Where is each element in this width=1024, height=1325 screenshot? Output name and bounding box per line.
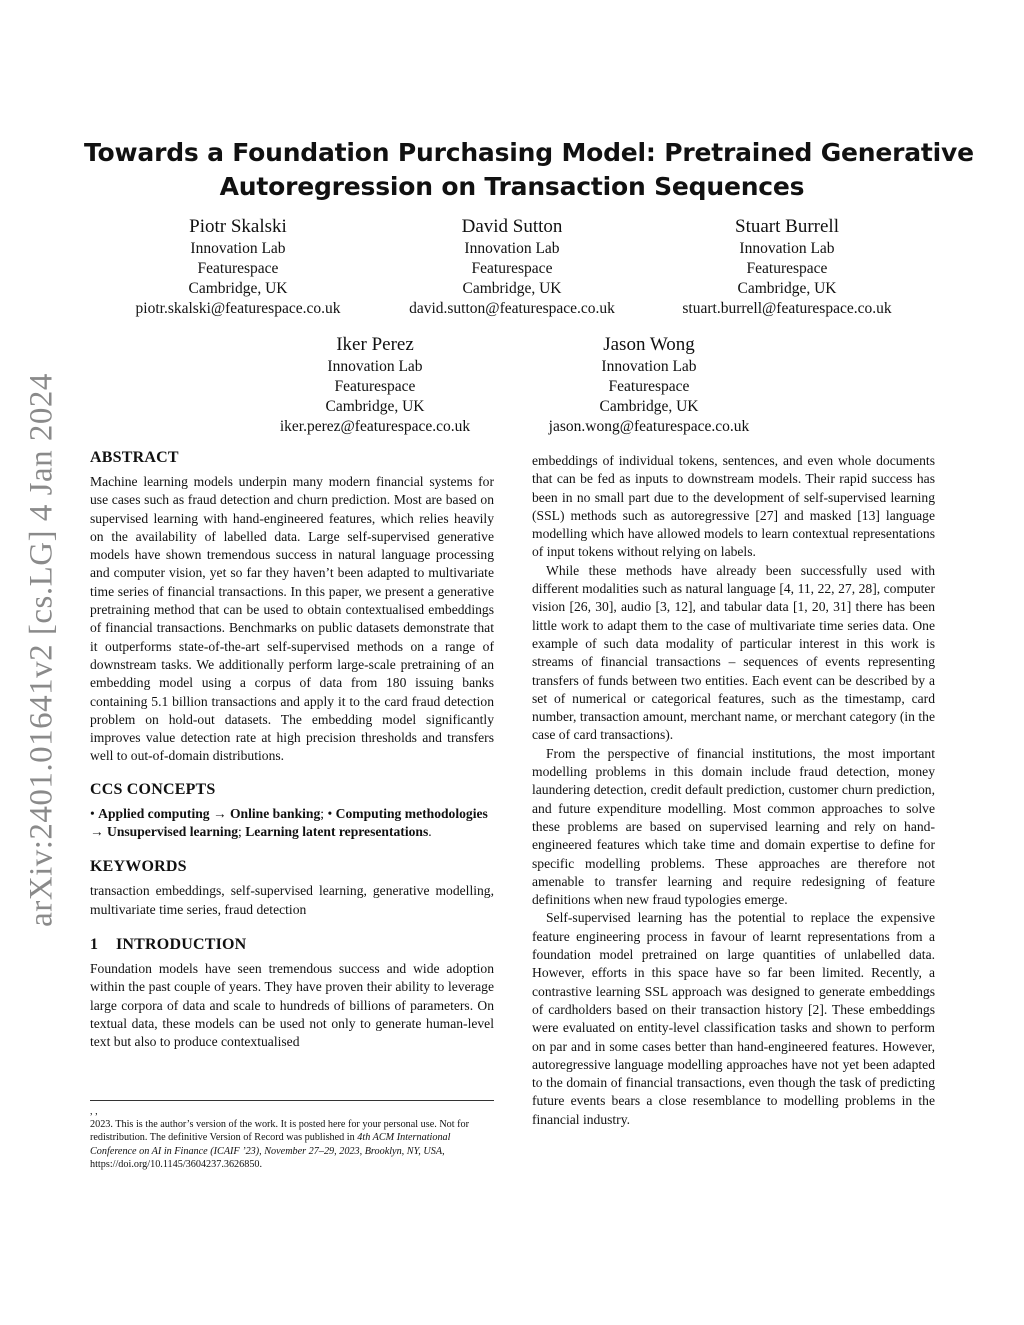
author-name: Stuart Burrell <box>735 216 839 237</box>
left-column <box>90 448 494 1051</box>
section-title: INTRODUCTION <box>116 935 247 953</box>
ccs-term: Learning latent representations <box>245 824 429 840</box>
author-dept: Innovation Lab <box>464 240 560 257</box>
intro-paragraph-2: While these methods have already been successfully used with different modalities such as natural language [4, 11, 22, 27, 28], computer vision [26, 30], audio [3, 12], and tabular data [1, 20, 31] there has been little work to adapt them to the case of multivariate time series data. One example of such data modality of particular interest in this work is streams of financial transactions – sequences of events representing transfers of funds between two entities. Each event can be described by a set of numerical or categorical features, such as the timestamp, card number, transaction amount, merchant name, or merchant category (in the case of card transactions). <box>532 562 935 743</box>
author-name: Iker Perez <box>336 334 414 355</box>
ccs-bullet: • <box>327 805 336 821</box>
author-location: Cambridge, UK <box>325 398 425 415</box>
author-block <box>549 334 750 437</box>
author-location: Cambridge, UK <box>737 280 837 297</box>
introduction-heading <box>90 935 494 955</box>
author-dept: Innovation Lab <box>327 358 423 375</box>
footnote-text <box>90 1118 494 1171</box>
title-line-2: Autoregression on Transaction Sequences <box>219 172 805 201</box>
author-block <box>409 216 615 319</box>
ccs-arrow: → <box>209 805 230 821</box>
arxiv-id: arXiv:2401.01641v2 [cs.LG] 4 Jan 2024 <box>23 373 60 927</box>
author-location: Cambridge, UK <box>599 398 699 415</box>
ccs-term: Computing methodologies <box>335 805 488 821</box>
ccs-term: Online banking <box>229 805 321 821</box>
author-email: david.sutton@featurespace.co.uk <box>409 300 615 317</box>
section-number: 1 <box>90 935 99 953</box>
author-email: jason.wong@featurespace.co.uk <box>548 418 750 435</box>
abstract-text: Machine learning models underpin many modern financial systems for use cases such as fraud detection and churn prediction. Most are based on supervised learning with hand-engineered features, which relies heavily on the availability of labelled data. Large self-supervised generative models have shown tremendous success in natural language processing and computer vision, yet so far they haven’t been adapted to multivariate time series of financial transactions. In this paper, we present a generative pretraining method that can be used to obtain contextualised embeddings of financial transactions. Benchmarks on public datasets demonstrate that it outperforms state-of-the-art self-supervised methods on a range of downstream tasks. We additionally perform large-scale pretraining of an embedding model using a corpus of data from 180 issuing banks containing 5.1 billion transactions and apply it to the card fraud detection problem on hold-out datasets. The embedding model significantly improves value detection rate at high precision thresholds and transfers well to out-of-domain distributions. <box>90 474 494 764</box>
author-org: Featurespace <box>197 260 279 277</box>
ccs-separator: ; <box>238 824 246 840</box>
author-email: piotr.skalski@featurespace.co.uk <box>135 300 341 317</box>
ccs-term: Applied computing <box>98 805 210 821</box>
author-org: Featurespace <box>746 260 828 277</box>
keywords-heading: KEYWORDS <box>90 858 187 876</box>
ccs-arrow: → <box>90 824 107 840</box>
title-line-1: Towards a Foundation Purchasing Model: Pretrained Generative <box>84 138 974 167</box>
keywords-text: transaction embeddings, self-supervised learning, generative modelling, multivariate time series, fraud detection <box>90 883 494 917</box>
footnote-doi: , https://doi.org/10.1145/3604237.3626850. <box>90 1145 445 1170</box>
author-org: Featurespace <box>608 378 690 395</box>
author-email: stuart.burrell@featurespace.co.uk <box>682 300 892 317</box>
author-email: iker.perez@featurespace.co.uk <box>279 418 471 435</box>
ccs-bullet: • <box>90 805 99 821</box>
author-org: Featurespace <box>334 378 416 395</box>
author-name: Jason Wong <box>603 334 695 355</box>
ccs-end: . <box>428 824 432 840</box>
author-dept: Innovation Lab <box>601 358 697 375</box>
author-block <box>280 334 470 437</box>
author-location: Cambridge, UK <box>462 280 562 297</box>
abstract-heading: ABSTRACT <box>90 449 179 466</box>
ccs-heading: CCS CONCEPTS <box>90 780 216 798</box>
ccs-separator: ; <box>320 805 328 821</box>
author-block <box>682 216 891 319</box>
intro-paragraph-4: Self-supervised learning has the potential to replace the expensive feature engineering process in favour of learnt representations from a foundation model pretrained on large quantities of unlabelled data. However, efforts in this space have so far been limited. Recently, a contrastive learning SSL approach was designed to generate embeddings of cardholders based on their transaction history [2]. These embeddings were evaluated on entity-level classification tasks and shown to perform on par and in some cases better than hand-engineered features. However, autoregressive language modelling approaches have not yet been adapted to the domain of financial transactions, even though the task of predicting future events bears a close resemblance to modelling problems in the financial industry. <box>532 910 935 1127</box>
footnote-line: 2023. This is the author’s version of the work. It is posted here for your personal use. Not for redistribution. The definitive Version of Record was published in <box>90 1119 470 1144</box>
ccs-term: Unsupervised learning <box>107 824 239 840</box>
intro-paragraph-1: Foundation models have seen tremendous success and wide adoption within the past couple of years. They have proven their ability to leverage large corpora of data and scale to hundreds of billions of parameters. On textual data, these models can be used not only to generate human-level text but also to produce contextualised <box>90 960 494 1050</box>
author-org: Featurespace <box>471 260 553 277</box>
intro-paragraph-3: From the perspective of financial institutions, the most important modelling problems in this domain include fraud detection, money laundering detection, credit default prediction, customer churn prediction, and future expenditure modelling. Most common approaches to solve these problems are based on supervised learning and rely on hand-engineered features which take time and domain expertise to define for specific modelling problems. These approaches are therefore not amenable to transfer learning and require redesigning of feature definitions when new fraud typologies emerge. <box>532 745 935 908</box>
author-name: David Sutton <box>461 216 563 237</box>
author-block <box>136 216 341 319</box>
author-name: Piotr Skalski <box>189 216 287 237</box>
footnote <box>90 1100 494 1171</box>
intro-paragraph-1-cont: embeddings of individual tokens, sentences, and even whole documents that can be fed as inputs to downstream models. Their rapid success has been in no small part due to the development of self-supervised learning (SSL) methods such as autoregressive [27] and masked [13] language modelling which have allowed models to learn contextual representations of input tokens without relying on labels. <box>532 453 935 560</box>
author-dept: Innovation Lab <box>739 240 835 257</box>
ccs-concepts <box>90 805 494 842</box>
arxiv-sidebar-stamp <box>0 360 84 940</box>
author-dept: Innovation Lab <box>190 240 286 257</box>
paper-title <box>84 136 974 204</box>
author-location: Cambridge, UK <box>188 280 288 297</box>
footnote-marks: , , <box>90 1106 98 1117</box>
right-column <box>532 452 935 1129</box>
footnote-venue: 4th ACM International Conference on AI in Finance (ICAIF ’23), November 27–29, 2023, Brooklyn, NY, USA <box>90 1132 451 1157</box>
